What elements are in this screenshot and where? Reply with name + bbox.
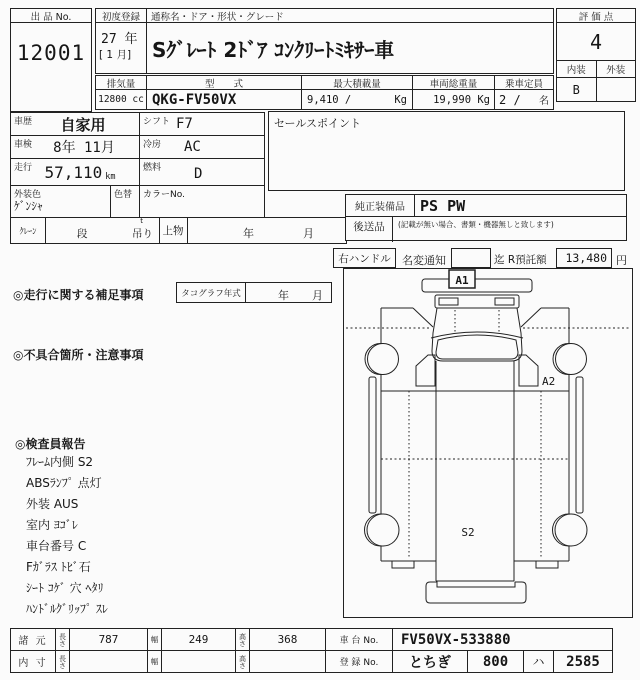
- interior-grade: B: [557, 78, 597, 102]
- uwamono-label: 上物: [159, 218, 188, 243]
- shift-value: F7: [176, 116, 193, 132]
- exterior-color-label: 外装色: [14, 190, 42, 200]
- fuel-cell: [139, 158, 265, 186]
- model-label: 型 式: [147, 76, 301, 90]
- registration-area: とちぎ: [409, 654, 451, 671]
- inspection-cell: [10, 135, 140, 159]
- defect-heading: ◎不具合箇所・注意事項: [13, 348, 144, 362]
- mileage-cell: [10, 158, 140, 186]
- vehicle-name-label: 通称名・ドア・形状・グレード: [147, 9, 553, 23]
- exterior-color-cell: [10, 185, 111, 218]
- spec-row-label: 諸 元: [18, 636, 48, 647]
- inspector-item: ABSﾗﾝﾌﾟ 点灯: [26, 476, 102, 490]
- mileage-unit: km: [105, 172, 116, 182]
- payload-value: 9,410 /: [307, 93, 352, 106]
- tacho-value-box: [245, 282, 332, 303]
- damage-label-a1: A1: [455, 274, 469, 287]
- capacity-value: 2 /: [499, 92, 521, 107]
- lot-number: 12001: [16, 41, 86, 65]
- mileage-label: 走行: [14, 163, 33, 173]
- deposit-box: [556, 248, 612, 268]
- registration-label-cell: [325, 650, 393, 673]
- inspector-item: 外装 AUS: [26, 497, 79, 511]
- shift-label: シフト: [143, 117, 171, 127]
- kosohin-note: (記載が無い場合、書類・機器無しと致します): [398, 220, 554, 229]
- sales-point-box: [268, 111, 625, 191]
- inner-height-label-cell: [235, 650, 250, 673]
- recolor-cell: [110, 185, 140, 218]
- uwamono-month-label: 月: [303, 227, 314, 240]
- lot-box: [10, 8, 92, 112]
- inner-width-value-cell: [161, 650, 236, 673]
- oem-row: [345, 194, 627, 217]
- oem-label: 純正装備品: [346, 195, 415, 216]
- damage-label-a2: A2: [542, 375, 556, 388]
- lot-label: 出 品 No.: [11, 9, 91, 23]
- first-registration-year: 27 年: [101, 32, 138, 47]
- chassis-label: 車 台 No.: [339, 636, 379, 646]
- inner-length-value-cell: [69, 650, 148, 673]
- spec-row-label-cell: [10, 628, 56, 651]
- inspection-value: 8年 11月: [53, 140, 115, 156]
- mileage-note-heading: ◎走行に関する補足事項: [13, 288, 144, 302]
- height-value-cell: [249, 628, 326, 651]
- damage-label-s2: S2: [461, 526, 475, 539]
- inspector-report-list: [26, 453, 108, 621]
- payload-label: 最大積載量: [302, 76, 412, 90]
- exterior-color-value: ｹﾞﾝｼｬ: [14, 199, 43, 213]
- length-value-cell: [69, 628, 148, 651]
- capacity-label: 乗車定員: [495, 76, 553, 90]
- sales-point-label: セールスポイント: [274, 117, 362, 130]
- chassis-value-cell: [392, 628, 613, 651]
- registration-kana-cell: [523, 650, 554, 673]
- chassis-value: FV50VX-533880: [401, 631, 511, 648]
- first-registration-box: [95, 8, 147, 74]
- vehicle-diagram-box: [343, 268, 633, 618]
- ac-cell: [139, 135, 265, 159]
- inner-dim-label-cell: [10, 650, 56, 673]
- inspector-item: 車台番号 C: [26, 539, 87, 553]
- displacement-label: 排気量: [96, 76, 146, 90]
- first-registration-month: [ 1 月]: [99, 49, 132, 61]
- inspection-label: 車検: [14, 140, 33, 150]
- exterior-grade: [597, 78, 636, 102]
- inspector-item: ﾊﾝﾄﾞﾙｸﾞﾘｯﾌﾟ ｽﾚ: [26, 602, 108, 616]
- model-value: QKG-FV50VX: [152, 91, 237, 108]
- shift-cell: [139, 112, 265, 136]
- color-no-cell: [139, 185, 265, 218]
- vehicle-top-view-diagram: [344, 269, 632, 617]
- kosohin-label: 後送品: [346, 217, 393, 242]
- displacement-box: [95, 75, 147, 110]
- height-label: 高さ: [238, 632, 247, 647]
- uwamono-year-label: 年: [243, 227, 254, 240]
- vehicle-name: Sｸﾞﾚｰﾄ 2ﾄﾞｱ ｺﾝｸﾘｰﾄﾐｷｻｰ車: [152, 37, 395, 62]
- kosohin-row: [345, 216, 627, 241]
- deposit-label: 迄 R預託額: [494, 254, 547, 266]
- length-label: 長さ: [58, 632, 67, 647]
- oem-value: PS PW: [420, 196, 466, 215]
- inner-length-label-cell: [55, 650, 70, 673]
- chassis-label-cell: [325, 628, 393, 651]
- width-value-cell: [161, 628, 236, 651]
- length-value: 787: [98, 633, 119, 646]
- gvw-label: 車両総重量: [413, 76, 494, 90]
- side-mirrors: [413, 308, 541, 327]
- height-label-cell: [235, 628, 250, 651]
- fuel-value: D: [194, 166, 203, 182]
- inner-dim-label: 内 寸: [18, 658, 48, 669]
- yen-label: 円: [616, 254, 627, 267]
- history-label: 車歴: [14, 117, 33, 127]
- fuel-label: 燃料: [143, 163, 162, 173]
- mileage-value: 57,110: [44, 163, 103, 182]
- height-value: 368: [277, 633, 298, 646]
- registration-number: 2585: [566, 653, 600, 670]
- score-box: [556, 8, 636, 102]
- inner-width-label: 幅: [150, 657, 159, 666]
- recolor-label: 色替: [114, 190, 133, 200]
- inspector-item: ﾌﾚｰﾑ内側 S2: [26, 455, 94, 469]
- interior-label: 内装: [557, 61, 597, 77]
- rhd-box: [333, 248, 396, 268]
- width-label-cell: [147, 628, 162, 651]
- registration-area-cell: [392, 650, 468, 673]
- crane-t-label: t: [140, 217, 143, 225]
- gvw-box: [412, 75, 495, 110]
- first-registration-label: 初度登録: [96, 9, 146, 23]
- crane-row: [10, 217, 347, 244]
- inspector-item: 室内 ﾖｺﾞﾚ: [26, 518, 78, 532]
- model-box: [146, 75, 302, 110]
- registration-class-cell: [467, 650, 524, 673]
- width-value: 249: [188, 633, 209, 646]
- width-label: 幅: [150, 635, 159, 644]
- displacement-value: 12800 cc: [98, 94, 144, 105]
- inspector-heading: ◎検査員報告: [15, 437, 86, 451]
- exterior-label: 外装: [606, 65, 626, 76]
- registration-class: 800: [482, 653, 509, 670]
- score-value: 4: [557, 23, 635, 61]
- inspector-item: ｼｰﾄ ｺｹﾞ 穴 ﾍﾀﾘ: [26, 581, 104, 595]
- color-no-label: カラーNo.: [143, 190, 185, 200]
- tacho-month-label: 月: [312, 289, 323, 302]
- history-value: 自家用: [60, 115, 106, 134]
- inner-length-value: [70, 651, 147, 672]
- windshield: [436, 335, 518, 359]
- tacho-label-box: [176, 282, 246, 303]
- capacity-unit: 名: [539, 96, 549, 107]
- vehicle-name-box: [146, 8, 554, 74]
- registration-number-cell: [553, 650, 613, 673]
- front-bumper: [422, 279, 532, 292]
- payload-box: [301, 75, 413, 110]
- inner-width-value: [162, 651, 235, 672]
- crane-dan-label: 段: [77, 228, 88, 240]
- rename-notify-blank-box: [451, 248, 491, 268]
- gvw-value: 19,990 Kg: [433, 93, 490, 106]
- tacho-label: タコグラフ年式: [181, 288, 241, 299]
- registration-kana: ハ: [532, 655, 545, 669]
- inner-width-label-cell: [147, 650, 162, 673]
- payload-unit: Kg: [394, 93, 407, 106]
- capacity-box: [494, 75, 554, 110]
- ac-value: AC: [184, 139, 201, 155]
- length-label-cell: [55, 628, 70, 651]
- inner-length-label: 長さ: [58, 654, 67, 669]
- crane-tsuri-label: 吊り: [132, 228, 153, 240]
- registration-label: 登 録 No.: [339, 658, 379, 668]
- ac-label: 冷房: [143, 140, 162, 150]
- inspector-item: Fｶﾞﾗｽ ﾄﾋﾞ石: [26, 560, 91, 574]
- deposit-value: 13,480: [565, 251, 607, 265]
- rear-bumper: [426, 582, 526, 603]
- inner-height-label: 高さ: [238, 654, 247, 669]
- rename-notify-label: 名変通知: [402, 254, 446, 267]
- score-label: 評 価 点: [557, 9, 635, 23]
- rhd-label: 右ハンドル: [338, 252, 391, 265]
- crane-label: ｸﾚｰﾝ: [11, 218, 46, 243]
- inner-height-value-cell: [249, 650, 326, 673]
- tacho-year-label: 年: [278, 289, 289, 302]
- history-cell: [10, 112, 140, 136]
- inner-height-value: [250, 651, 325, 672]
